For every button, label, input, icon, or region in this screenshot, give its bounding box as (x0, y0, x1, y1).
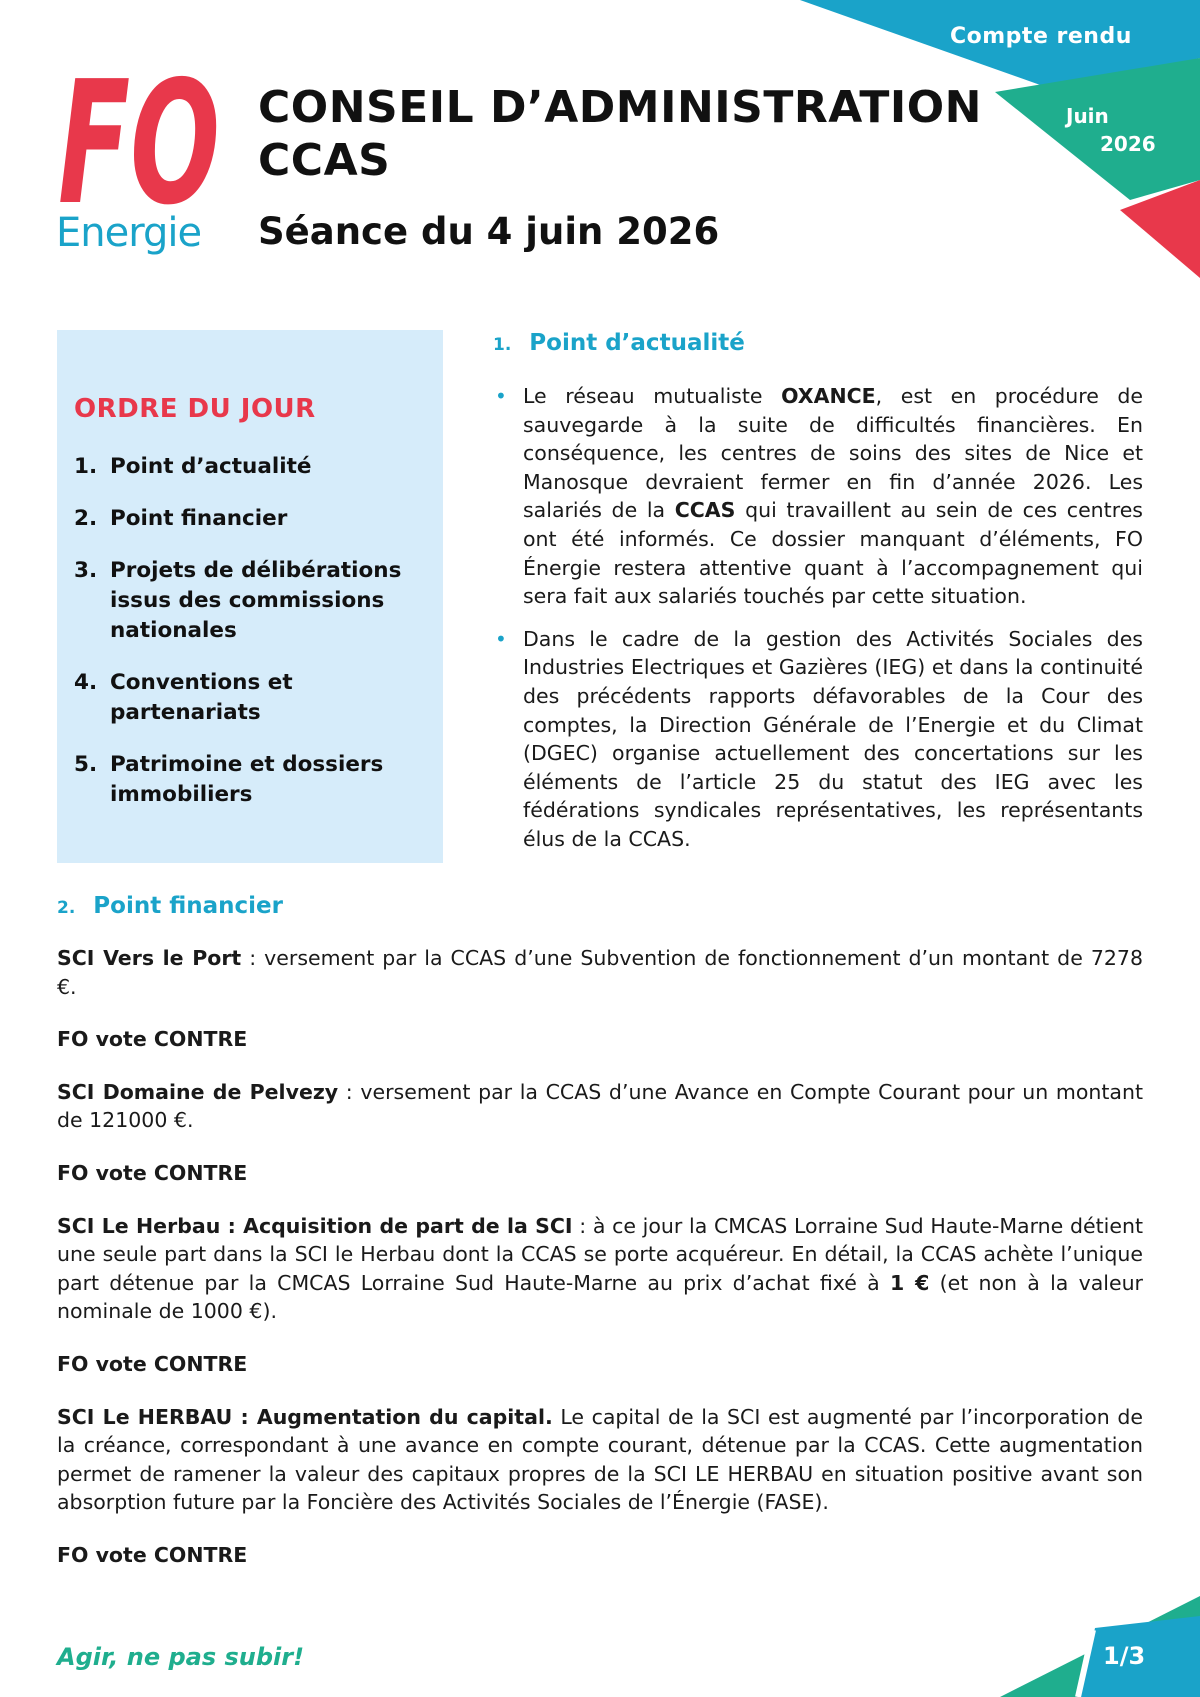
document-type-tag: Compte rendu (950, 24, 1132, 49)
financial-item-title: SCI Domaine de Pelvezy (57, 1079, 339, 1104)
vote-result: FO vote CONTRE (57, 1160, 248, 1185)
agenda-item-label: Point d’actualité (110, 454, 312, 479)
vote-result: FO vote CONTRE (57, 1542, 248, 1567)
financial-item-text: (et non à la valeur nominale de 1000 €). (57, 1270, 1143, 1324)
date-year-tag: 2026 (1100, 132, 1156, 156)
section-1-bullets (493, 382, 1143, 868)
section-2-heading (57, 893, 283, 919)
financial-item-title: SCI Le HERBAU : Augmentation du capital. (57, 1404, 553, 1429)
energie-logo-text: Energie (56, 210, 202, 256)
agenda-item-label: Projets de délibérations issus des commissions nationales (110, 558, 402, 643)
financial-item (57, 1212, 1143, 1326)
section-1-heading (493, 330, 745, 356)
financial-item-text: : à ce jour la CMCAS Lorraine Sud Haute-Marne détient une seule part dans la SCI le Herbau dont la CCAS se porte acquéreur. En détail, la CCAS achète l’unique part détenue par la CMCAS Lorraine Sud Haute-Marne au prix d’achat fixé à (57, 1213, 1143, 1295)
bullet-dot-icon: • (495, 626, 507, 651)
financial-item (57, 944, 1143, 1001)
agenda-item-label: Patrimoine et dossiers immobiliers (110, 752, 384, 807)
fo-logo (56, 50, 226, 215)
page-title (258, 82, 982, 188)
section-2-number: 2. (57, 898, 76, 918)
vote-result: FO vote CONTRE (57, 1351, 248, 1376)
section-2-title: Point financier (93, 893, 283, 919)
agenda-item-label: Conventions et partenariats (110, 670, 293, 725)
agenda-title: ORDRE DU JOUR (74, 394, 316, 424)
bullet-bold-text: OXANCE (781, 384, 876, 408)
financial-item-text: : versement par la CCAS d’une Avance en Compte Courant pour un montant de 121000 €. (57, 1079, 1144, 1133)
section-1-number: 1. (493, 335, 512, 355)
agenda-item-number: 3. (74, 558, 98, 583)
bullet-bold-text: CCAS (674, 498, 736, 523)
fo-logo-letters: FO (58, 50, 220, 215)
agenda-list (74, 452, 429, 832)
section-1-title: Point d’actualité (529, 330, 745, 356)
financial-item-title: SCI Vers le Port (57, 946, 242, 970)
bullet-text: qui travaillent au sein de ces centres ont été informés. Ce dossier manquant d’éléments, FO Énergie restera attentive quant à l’accompagnement qui sera fait aux salariés touchés par cette situation. (523, 498, 1143, 609)
financial-item-bold-amount: 1 € (889, 1270, 930, 1295)
agenda-item-number: 5. (74, 752, 98, 777)
date-month-tag: Juin (1066, 104, 1109, 128)
page-number: 1/3 (1103, 1642, 1146, 1670)
bullet-dot-icon: • (495, 384, 507, 408)
footer-slogan: Agir, ne pas subir! (57, 1643, 305, 1671)
agenda-item-number: 4. (74, 670, 98, 695)
agenda-item (74, 750, 429, 810)
financial-item (57, 1403, 1143, 1517)
agenda-item-number: 2. (74, 506, 98, 531)
financial-item (57, 1078, 1143, 1135)
agenda-item (74, 452, 429, 482)
agenda-item (74, 504, 429, 534)
title-line-2: CCAS (258, 134, 391, 186)
bullet-text: Le réseau mutualiste (523, 384, 782, 408)
agenda-item-number: 1. (74, 454, 98, 479)
title-line-1: CONSEIL D’ADMINISTRATION (258, 82, 982, 133)
agenda-item (74, 556, 429, 646)
vote-result: FO vote CONTRE (57, 1027, 248, 1052)
bullet-text: Dans le cadre de la gestion des Activités Sociales des Industries Electriques et Gazières (IEG) et dans la continuité des précédents rapports défavorables de la Cour des comptes, la Direction Générale de l’Energie et du Climat (DGEC) organise actuellement des concertations sur les éléments de l’article 25 du statut des IEG avec les fédérations syndicales représentatives, les représentants élus de la CCAS. (523, 626, 1143, 851)
financial-items (57, 944, 1143, 1594)
session-date-subtitle: Séance du 4 juin 2026 (258, 210, 720, 253)
financial-item-text: Le capital de la SCI est augmenté par l’incorporation de la créance, correspondant à une avance en compte courant, détenue par la CCAS. Cette augmentation permet de ramener la valeur des capitaux propres de la SCI LE HERBAU en situation positive avant son absorption future par la Foncière des Activités Sociales de l’Énergie (FASE). (57, 1404, 1143, 1515)
bullet-item (493, 382, 1143, 611)
bullet-text: , est en procédure de sauvegarde à la suite de difficultés financières. En conséquence, les centres de soins des sites de Nice et Manosque devraient fermer en fin d’année 2026. Les salariés de la (523, 384, 1143, 523)
agenda-item-label: Point financier (110, 506, 288, 531)
agenda-item (74, 668, 429, 728)
bullet-item (493, 625, 1143, 854)
agenda-box (57, 330, 443, 863)
financial-item-title: SCI Le Herbau : Acquisition de part de la SCI (57, 1213, 573, 1238)
financial-item-text: : versement par la CCAS d’une Subvention de fonctionnement d’un montant de 7278 €. (57, 946, 1143, 999)
